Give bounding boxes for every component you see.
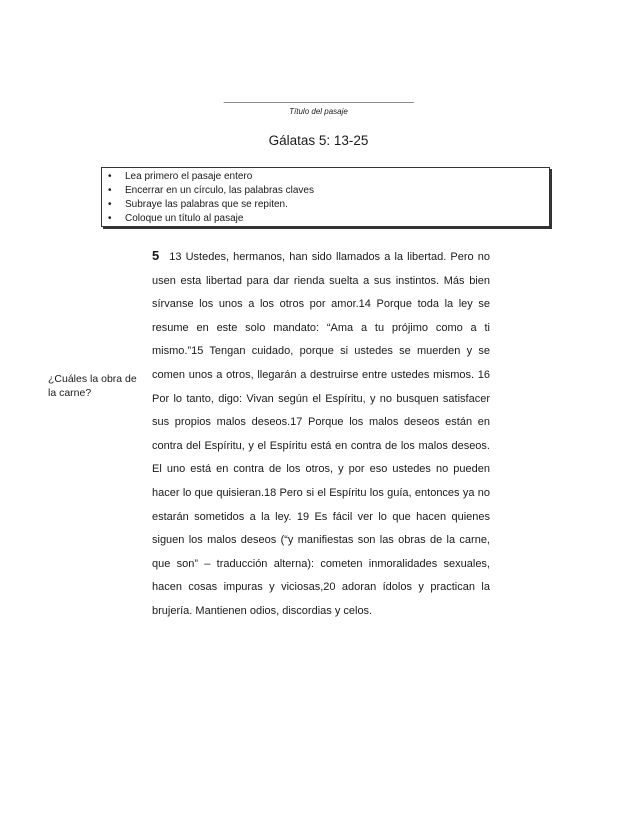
side-question: ¿Cuáles la obra de la carne? [48,373,137,399]
title-caption: Título del pasaje [289,107,348,116]
passage-reference: Gálatas 5: 13-25 [268,133,369,148]
instructions-list [102,168,549,226]
instruction-text: Subraye las palabras que se repiten. [125,199,288,210]
instruction-item [102,184,549,198]
bullet-icon: • [108,171,112,182]
instructions-box [101,167,550,227]
bullet-icon: • [108,185,112,196]
passage-body [152,244,490,624]
bullet-icon: • [108,213,112,224]
chapter-number: 5 [152,248,160,263]
instruction-item [102,170,549,184]
instruction-text: Lea primero el pasaje entero [125,171,253,182]
instruction-item [102,212,549,226]
passage-text: 13 Ustedes, hermanos, han sido llamados a la libertad. Pero no usen esta libertad para dar rienda suelta a sus instintos. Más bien sírvanse los unos a los otros por amor.14 Porque toda la ley se resume en este solo mandato: “Ama a tu prójimo como a ti mismo.”15 Tengan cuidado, porque si ustedes se muerden y se comen unos a otros, llegarán a destruirse entre ustedes mismos. 16 Por lo tanto, digo: Vivan según el Espíritu, y no busquen satisfacer sus propios malos deseos.17 Porque los malos deseos están en contra del Espíritu, y el Espíritu está en contra de los malos deseos. El uno está en contra de los otros, y por eso ustedes no pueden hacer lo que quisieran.18 Pero si el Espíritu los guía, entonces ya no estarán sometidos a la ley. 19 Es fácil ver lo que hacen quienes siguen los malos deseos (“y manifiestas son las obras de la carne, que son” – traducción alterna): cometen inmoralidades sexuales, hacen cosas impuras y viciosas,20 adoran ídolos y practican la brujería. Mantienen odios, discordias y celos. [152,251,490,617]
title-blank-line: ___________________________________________ [223,93,414,103]
instruction-text: Coloque un título al pasaje [125,213,244,224]
instruction-text: Encerrar en un círculo, las palabras claves [125,185,314,196]
instruction-item [102,198,549,212]
bullet-icon: • [108,199,112,210]
